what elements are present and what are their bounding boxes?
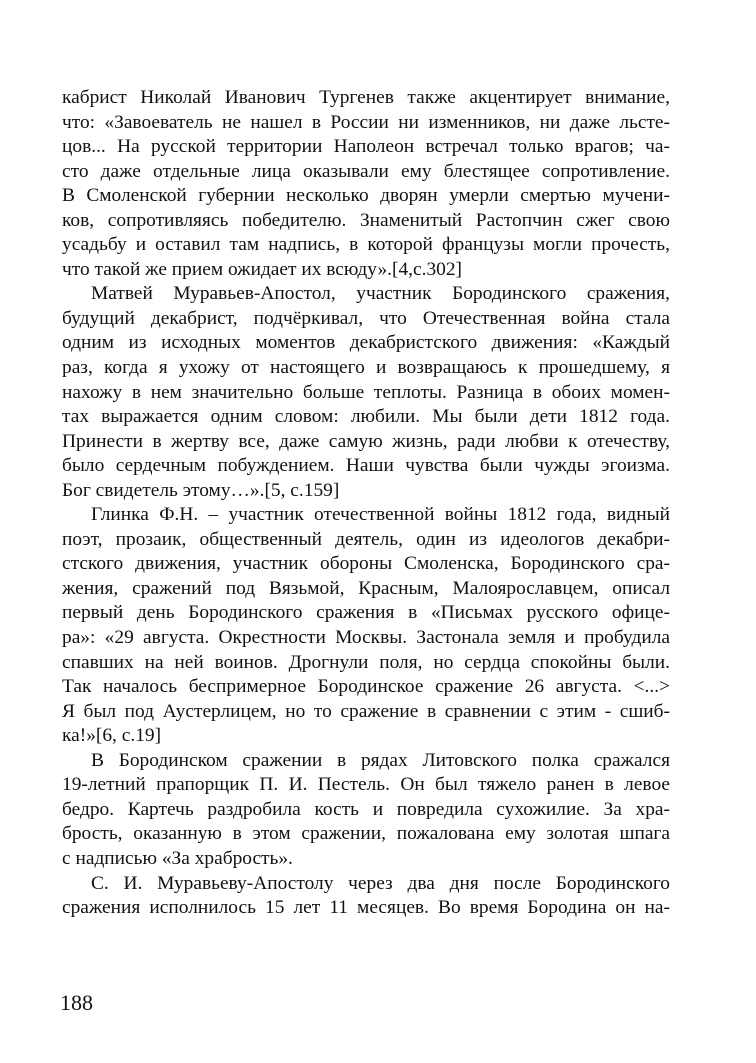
- text-line: что: «Завоеватель не нашел в России ни изменников, ни даже льсте-: [62, 111, 670, 133]
- text-line: Матвей Муравьев-Апостол, участник Бородинского сражения,: [91, 283, 670, 305]
- text-line: одним из исходных моментов декабристского движения: «Каждый: [62, 332, 670, 354]
- text-line: что такой же прием ожидает их всюду».[4,с.302]: [62, 258, 462, 280]
- paragraph: [62, 282, 670, 503]
- text-line: жения, сражений под Вязьмой, Красным, Малоярославцем, описал: [62, 577, 670, 599]
- text-line: спавших на ней воинов. Дрогнули поля, но сердца спокойны были.: [62, 651, 670, 673]
- text-line: первый день Бородинского сражения в «Письмах русского офице-: [62, 602, 670, 624]
- text-line: ка!»[6, с.19]: [62, 725, 162, 747]
- text-line: нахожу в нем значительно больше теплоты. Разница в обоих момен-: [62, 381, 670, 403]
- paragraph: [62, 86, 670, 282]
- text-line: бедро. Картечь раздробила кость и повредила сухожилие. За хра-: [62, 798, 670, 820]
- text-line: поэт, прозаик, общественный деятель, один из идеологов декабри-: [62, 528, 670, 550]
- text-line: Глинка Ф.Н. – участник отечественной войны 1812 года, видный: [91, 504, 670, 526]
- text-line: тах выражается одним словом: любили. Мы были дети 1812 года.: [62, 406, 670, 428]
- text-line: будущий декабрист, подчёркивал, что Отечественная война стала: [62, 307, 670, 329]
- text-line: В Бородинском сражении в рядах Литовского полка сражался: [91, 749, 670, 771]
- page-body: [62, 86, 670, 921]
- text-line: С. И. Муравьеву-Апостолу через два дня после Бородинского: [91, 872, 670, 894]
- paragraph: [62, 749, 670, 872]
- text-line: сто даже отдельные лица оказывали ему блестящее сопротивление.: [62, 160, 670, 182]
- text-line: Бог свидетель этому…».[5, с.159]: [62, 479, 340, 501]
- text-line: ков, сопротивляясь победителю. Знаменитый Растопчин сжег свою: [62, 209, 670, 231]
- text-line: Так началось беспримерное Бородинское сражение 26 августа. <...>: [62, 676, 670, 698]
- text-line: 19-летний прапорщик П. И. Пестель. Он был тяжело ранен в левое: [62, 774, 670, 796]
- text-line: усадьбу и оставил там надпись, в которой французы могли прочесть,: [62, 234, 670, 256]
- text-line: брость, оказанную в этом сражении, пожалована ему золотая шпага: [62, 823, 670, 845]
- text-line: цов... На русской территории Наполеон встречал только врагов; ча-: [62, 136, 670, 158]
- text-line: В Смоленской губернии несколько дворян умерли смертью мучени-: [62, 185, 670, 207]
- text-line: Я был под Аустерлицем, но то сражение в сравнении с этим - сшиб-: [62, 700, 670, 722]
- text-line: Принести в жертву все, даже самую жизнь, ради любви к отечеству,: [62, 430, 670, 452]
- paragraph: [62, 872, 670, 921]
- text-line: стского движения, участник обороны Смоленска, Бородинского сра-: [62, 553, 670, 575]
- paragraph: [62, 503, 670, 748]
- text-line: кабрист Николай Иванович Тургенев также акцентирует внимание,: [62, 87, 670, 108]
- page-number: 188: [60, 990, 93, 1015]
- text-line: с надписью «За храбрость».: [62, 847, 293, 869]
- text-line: было сердечным побуждением. Наши чувства были чужды эгоизма.: [62, 455, 670, 477]
- text-line: раз, когда я ухожу от настоящего и возвращаюсь к прошедшему, я: [62, 357, 670, 379]
- text-line: сражения исполнилось 15 лет 11 месяцев. Во время Бородина он на-: [62, 897, 670, 919]
- text-line: ра»: «29 августа. Окрестности Москвы. Застонала земля и пробудила: [62, 627, 670, 649]
